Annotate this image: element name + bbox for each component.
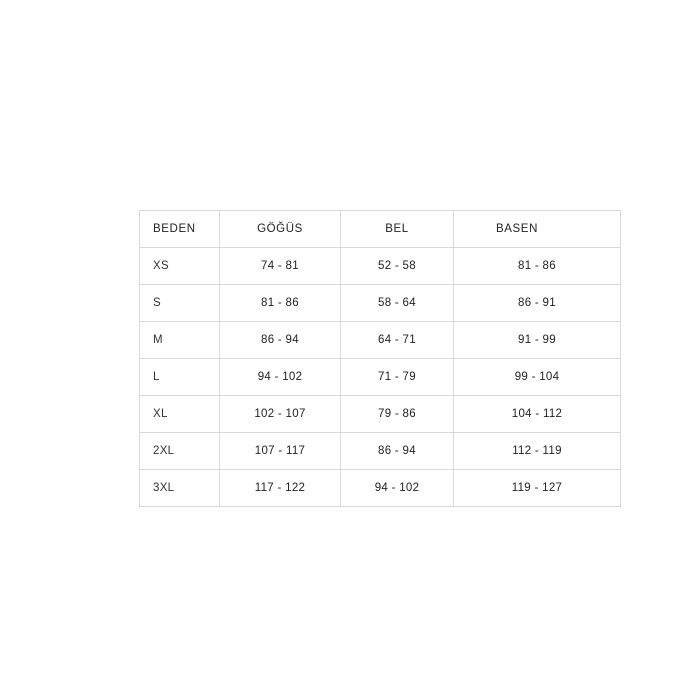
cell-hip: 112 - 119	[454, 433, 621, 470]
cell-waist: 52 - 58	[341, 248, 454, 285]
cell-size: XL	[140, 396, 220, 433]
cell-chest: 81 - 86	[220, 285, 341, 322]
table-row	[140, 359, 621, 396]
cell-chest: 102 - 107	[220, 396, 341, 433]
table-row	[140, 285, 621, 322]
table-row	[140, 248, 621, 285]
table-row	[140, 470, 621, 507]
table-row	[140, 396, 621, 433]
column-header-size: BEDEN	[140, 211, 220, 248]
cell-chest: 74 - 81	[220, 248, 341, 285]
cell-hip: 91 - 99	[454, 322, 621, 359]
cell-waist: 58 - 64	[341, 285, 454, 322]
table-row	[140, 433, 621, 470]
cell-size: S	[140, 285, 220, 322]
cell-chest: 94 - 102	[220, 359, 341, 396]
table-header-row	[140, 211, 621, 248]
cell-size: M	[140, 322, 220, 359]
table-row	[140, 322, 621, 359]
cell-hip: 86 - 91	[454, 285, 621, 322]
cell-size: 2XL	[140, 433, 220, 470]
cell-chest: 86 - 94	[220, 322, 341, 359]
cell-hip: 99 - 104	[454, 359, 621, 396]
cell-waist: 71 - 79	[341, 359, 454, 396]
table-body	[140, 248, 621, 507]
cell-size: XS	[140, 248, 220, 285]
cell-waist: 86 - 94	[341, 433, 454, 470]
size-chart	[139, 210, 561, 507]
cell-waist: 94 - 102	[341, 470, 454, 507]
cell-size: 3XL	[140, 470, 220, 507]
table-header	[140, 211, 621, 248]
cell-waist: 64 - 71	[341, 322, 454, 359]
cell-hip: 81 - 86	[454, 248, 621, 285]
cell-chest: 107 - 117	[220, 433, 341, 470]
column-header-hip: BASEN	[454, 211, 621, 248]
cell-hip: 104 - 112	[454, 396, 621, 433]
cell-size: L	[140, 359, 220, 396]
column-header-chest: GÖĞÜS	[220, 211, 341, 248]
cell-chest: 117 - 122	[220, 470, 341, 507]
column-header-waist: BEL	[341, 211, 454, 248]
size-table	[139, 210, 621, 507]
cell-hip: 119 - 127	[454, 470, 621, 507]
cell-waist: 79 - 86	[341, 396, 454, 433]
